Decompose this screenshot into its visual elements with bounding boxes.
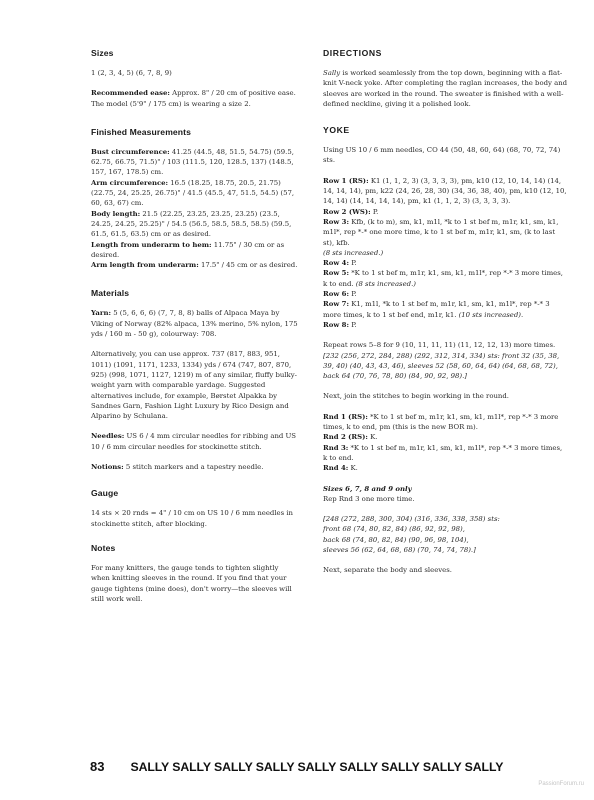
row-3	[323, 217, 568, 248]
left-column	[91, 48, 299, 614]
gauge-heading: Gauge	[91, 488, 119, 499]
yarn	[91, 308, 299, 339]
repeat-text: Repeat rows 5–8 for 9 (10, 11, 11, 11) (11, 12, 12, 13) more times.	[323, 341, 556, 350]
rnd-2-text: K.	[367, 433, 378, 442]
rnd-3-text: *K to 1 st bef m, m1r, k1, sm, k1, m1l*, rep *-* 3 more times, k to end.	[323, 443, 563, 462]
rnd-3	[323, 443, 568, 464]
arm-circumference-text: 16.5 (18.25, 18.75, 20.5, 21.75) (22.75, 24, 25.25, 26.75)" / 41.5 (45.5, 47, 51.5, 54.5) (57, 60, 63, 67) cm.	[91, 178, 295, 208]
row-3-label: Row 3:	[323, 217, 349, 226]
row-7-increase-note: (10 sts increased).	[458, 310, 524, 319]
running-title: SALLY SALLY SALLY SALLY SALLY SALLY SALLY SALLY SALLY	[130, 760, 504, 774]
notions-label: Notions:	[91, 463, 124, 472]
row-5	[323, 268, 568, 289]
rnd-1	[323, 412, 568, 433]
sizes-only-label: Sizes 6, 7, 8 and 9 only	[323, 484, 412, 493]
row-4-text: P.	[349, 259, 357, 268]
recommended-ease-text: Approx. 8" / 20 cm of positive ease. The model (5'9" / 175 cm) is wearing a size 2.	[91, 89, 296, 108]
directions-text	[323, 68, 568, 109]
arm-length-underarm	[91, 260, 299, 270]
right-column	[323, 48, 568, 586]
rnd-3-label: Rnd 3:	[323, 443, 349, 452]
arm-length-underarm-label: Arm length from underarm:	[91, 261, 199, 270]
length-underarm-to-hem-text: 11.75" / 30 cm or as desired.	[91, 240, 285, 259]
row-6	[323, 289, 568, 299]
bust-circumference	[91, 147, 299, 178]
yarn-text: 5 (5, 6, 6, 6) (7, 7, 8, 8) balls of Alpaca Maya by Viking of Norway (82% alpaca, 13% merino, 5% nylon, 175 yds / 160 m - 50 g), colourway: 708.	[91, 309, 298, 339]
cast-on-text: Using US 10 / 6 mm needles, CO 44 (50, 48, 60, 64) (68, 70, 72, 74) sts.	[323, 146, 561, 165]
notes-heading: Notes	[91, 542, 116, 553]
recommended-ease	[91, 88, 299, 109]
row-1-text: K1 (1, 1, 2, 3) (3, 3, 3, 3), pm, k10 (12, 10, 14, 14) (14, 14, 14, 14), pm, k22 (24, 26, 28, 30) (34, 36, 38, 40), pm, k10 (12, 10, 14, 14) (14, 14, 14, 14), pm, k1 (1, 1, 2, 3) (3, 3, 3, 3).	[323, 176, 567, 206]
row-7-label: Row 7:	[323, 300, 349, 309]
row-3-increase-note: (8 sts increased.)	[323, 248, 384, 257]
row-7-text: K1, m1l, *k to 1 st bef m, m1r, k1, sm, k1, m1l*, rep *-* 3 more times, k to 1 st bef end, m1r, k1.	[323, 300, 550, 319]
directions-heading: DIRECTIONS	[323, 48, 382, 58]
row-4-label: Row 4:	[323, 259, 349, 268]
finished-measurements	[91, 147, 299, 271]
row-8-label: Row 8:	[323, 320, 349, 329]
materials-heading: Materials	[91, 288, 130, 299]
row-6-label: Row 6:	[323, 290, 349, 299]
bust-circumference-text: 41.25 (44.5, 48, 51.5, 54.75) (59.5, 62.75, 66.75, 71.5)" / 103 (111.5, 120, 128.5, 137) (148.5, 157, 167, 178.5) cm.	[91, 147, 294, 177]
join-text: Next, join the stitches to begin working in the round.	[323, 392, 509, 401]
stitch-counts-total: [248 (272, 288, 300, 304) (316, 336, 338, 358) sts:	[323, 515, 500, 524]
notes-text: For many knitters, the gauge tends to tighten slightly when knitting sleeves in the round. If you find that your gauge tightens (mine does), don't worry—the sleeves will still work well.	[91, 563, 292, 603]
row-7	[323, 299, 568, 320]
repeat-counts: [232 (256, 272, 284, 288) (292, 312, 314, 334) sts: front 32 (35, 38, 39, 40) (40, 43, 43, 46), sleeves 52 (58, 60, 64, 64) (64, 68, 68, 72), back 64 (70, 76, 78, 80) (84, 90, 92, 98).]	[323, 351, 560, 381]
body-length-text: 21.5 (22.25, 23.25, 23.25, 23.25) (23.5, 24.25, 24.25, 25.25)" / 54.5 (56.5, 58.5, 58.5, 58.5) (59.5, 61.5, 61.5, 63.5) cm or as desired.	[91, 209, 292, 239]
row-1-label: Row 1 (RS):	[323, 176, 369, 185]
arm-circumference	[91, 178, 299, 209]
sizes-only-block	[323, 484, 568, 505]
rnd-2-label: Rnd 2 (RS):	[323, 433, 368, 442]
yarn-alternatives: Alternatively, you can use approx. 737 (817, 883, 951, 1011) (1091, 1171, 1233, 1334) yds / 674 (747, 807, 870, 925) (998, 1071, 1127, 1219) m of any similar, fluffy bulky-weight yarn with comparable yardage. Suggested alternatives include, for example, Børstet Alpakka by Sandnes Garn, Fashion Light Luxury by Rico Design and Alparino by Schulana.	[91, 350, 297, 421]
stitch-counts	[323, 514, 568, 555]
length-underarm-to-hem-label: Length from underarm to hem:	[91, 240, 212, 249]
repeat-rows	[323, 340, 568, 381]
needles	[91, 431, 299, 452]
directions-body: is worked seamlessly from the top down, beginning with a flat-knit V-neck yoke. After completing the raglan increases, the body and sleeves are worked in the round. The sweater is finished with a well-defined neckline, giving it a polished look.	[323, 69, 568, 108]
separate-text: Next, separate the body and sleeves.	[323, 566, 452, 575]
watermark: PassionForum.ru	[538, 781, 584, 787]
finished-measurements-heading: Finished Measurements	[91, 126, 192, 137]
stitch-counts-front: front 68 (74, 80, 82, 84) (86, 92, 92, 98),	[323, 525, 465, 534]
row-5-label: Row 5:	[323, 269, 349, 278]
pattern-name: Sally	[323, 69, 341, 77]
body-length-label: Body length:	[91, 209, 141, 218]
stitch-counts-back: back 68 (74, 80, 82, 84) (90, 96, 98, 104),	[323, 535, 469, 544]
arm-length-underarm-text: 17.5" / 45 cm or as desired.	[198, 261, 298, 270]
row-8-text: P.	[349, 320, 357, 329]
yoke-heading: YOKE	[323, 125, 350, 136]
rnd-1-label: Rnd 1 (RS):	[323, 412, 368, 421]
page-footer	[90, 759, 580, 774]
sizes-text: 1 (2, 3, 4, 5) (6, 7, 8, 9)	[91, 69, 172, 77]
bust-circumference-label: Bust circumference:	[91, 147, 170, 156]
notions-text: 5 stitch markers and a tapestry needle.	[123, 463, 264, 472]
row-1	[323, 176, 568, 207]
row-8	[323, 320, 568, 330]
row-4	[323, 258, 568, 268]
length-underarm-to-hem	[91, 240, 299, 261]
body-length	[91, 209, 299, 240]
rnd-1-text: *K to 1 st bef m, m1r, k1, sm, k1, m1l*, rep *-* 3 more times, k to end, pm (this is the new BOR m).	[323, 412, 559, 432]
rnd-2	[323, 432, 568, 442]
sizes-only-text: Rep Rnd 3 one more time.	[323, 494, 415, 503]
row-3-note	[323, 248, 568, 258]
gauge-text: 14 sts × 20 rnds = 4" / 10 cm on US 10 / 6 mm needles in stockinette stitch, after blocking.	[91, 509, 293, 528]
rnd-4	[323, 463, 568, 473]
notions	[91, 462, 299, 472]
sizes-heading: Sizes	[91, 48, 114, 58]
yarn-label: Yarn:	[91, 309, 112, 318]
row-2	[323, 207, 568, 217]
recommended-ease-label: Recommended ease:	[91, 89, 170, 98]
rnd-4-label: Rnd 4:	[323, 464, 349, 473]
row-5-increase-note: (8 sts increased.)	[355, 279, 416, 288]
yoke-rows	[323, 176, 568, 330]
row-6-text: P.	[349, 290, 357, 299]
needles-text: US 6 / 4 mm circular needles for ribbing and US 10 / 6 mm circular needles for stockinette stitch.	[91, 432, 297, 451]
yoke-rounds	[323, 412, 568, 474]
sizes-only-heading	[323, 484, 568, 494]
needles-label: Needles:	[91, 432, 125, 441]
row-3-text: Kfb, (k to m), sm, k1, m1l, *k to 1 st bef m, m1r, k1, sm, k1, m1l*, rep *-* one more time, k to 1 st bef m, m1r, k1, sm, (k to last st), kfb.	[323, 217, 559, 247]
row-5-text: *K to 1 st bef m, m1r, k1, sm, k1, m1l*, rep *-* 3 more times, k to end.	[323, 269, 563, 288]
arm-circumference-label: Arm circumference:	[91, 178, 169, 187]
rnd-4-text: K.	[348, 464, 358, 473]
row-2-label: Row 2 (WS):	[323, 207, 371, 216]
stitch-counts-sleeves: sleeves 56 (62, 64, 68, 68) (70, 74, 74, 78).]	[323, 545, 476, 554]
row-2-text: P.	[370, 207, 379, 216]
page-number: 83	[90, 759, 105, 774]
